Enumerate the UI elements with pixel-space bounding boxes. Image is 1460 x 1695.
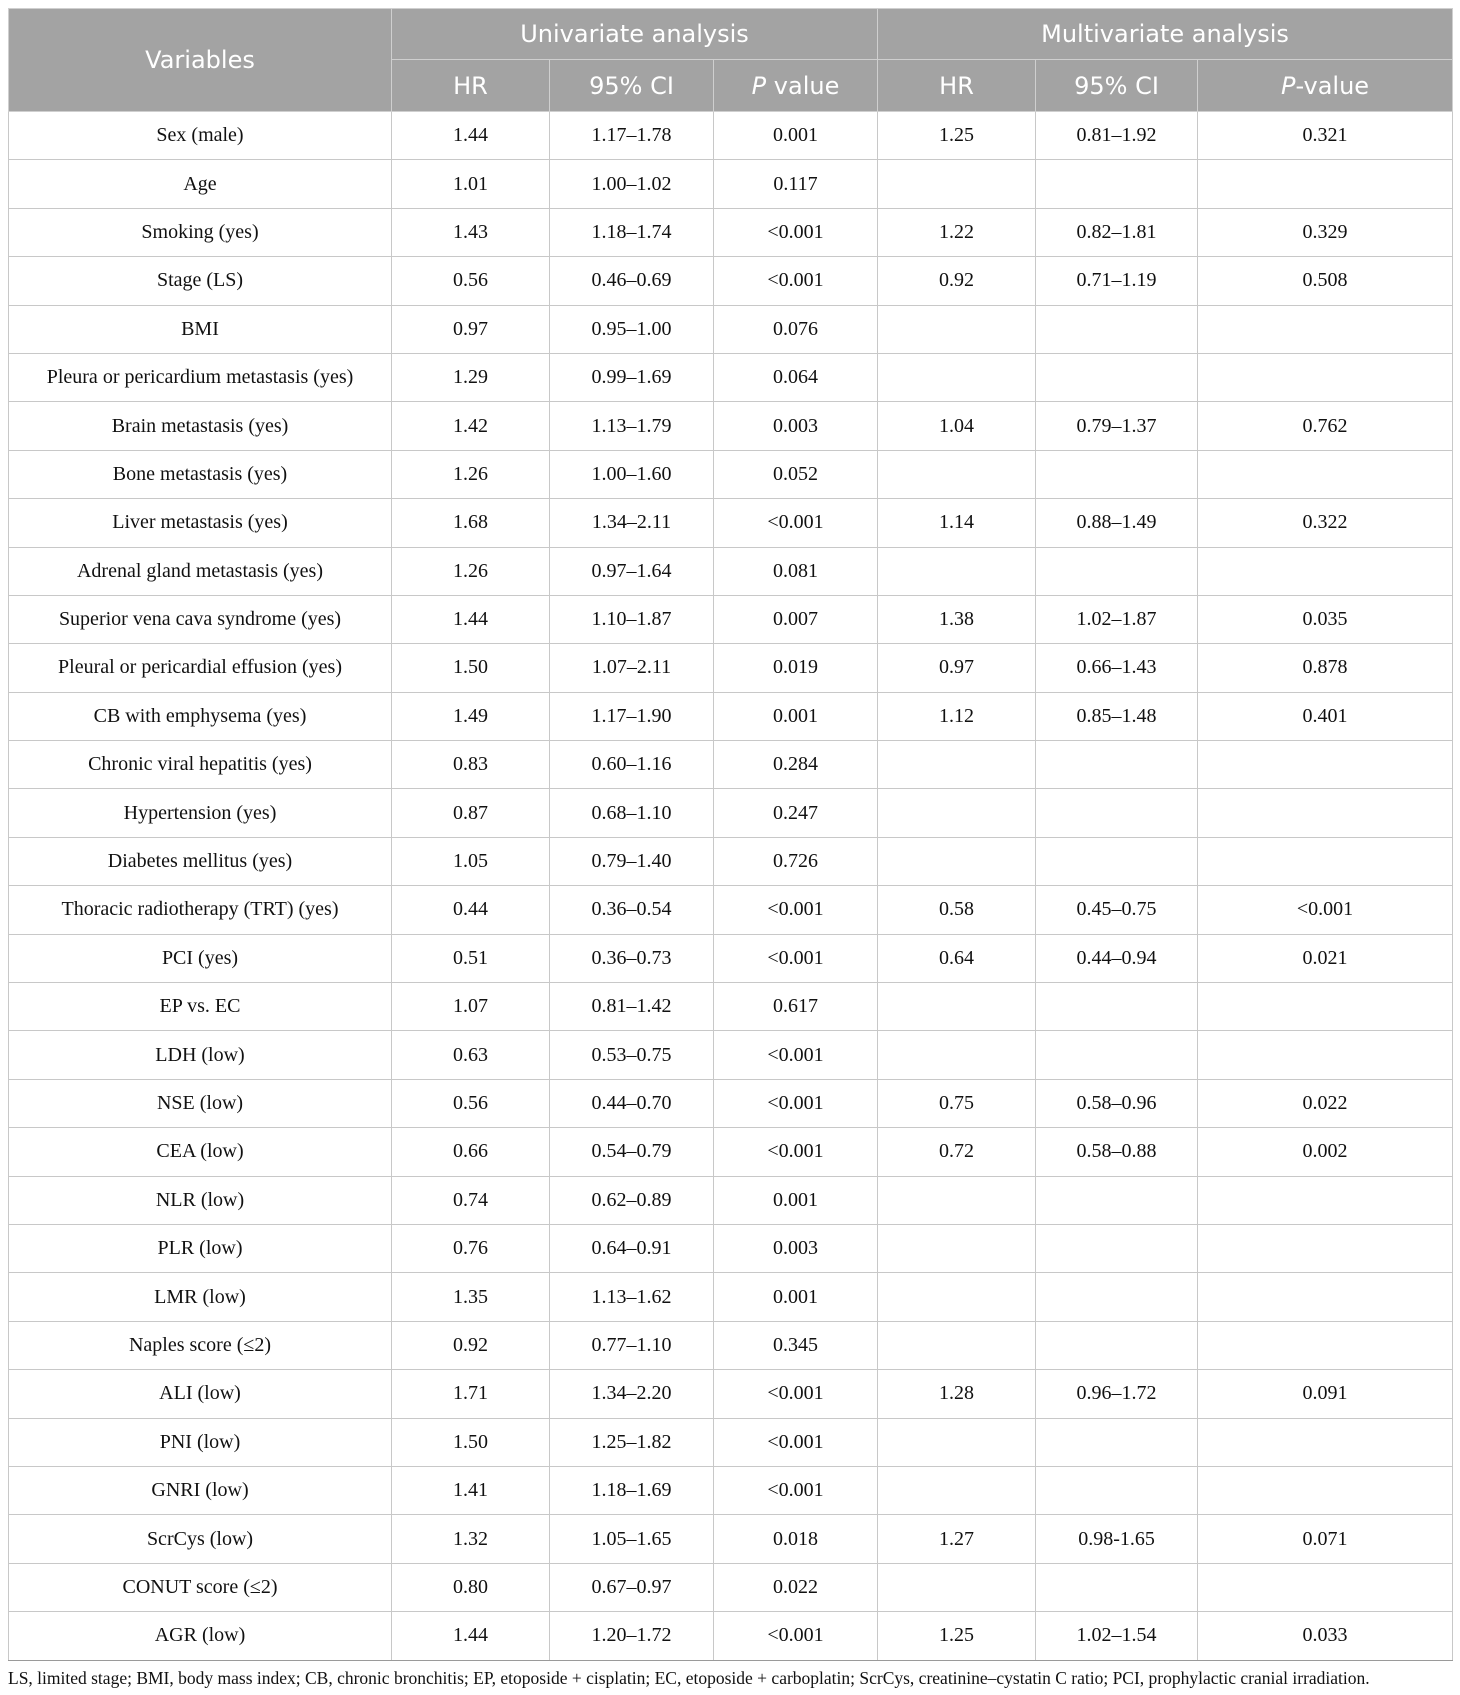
cell-multivariate-hr: [878, 547, 1036, 595]
cell-multivariate-p-value: 0.762: [1198, 402, 1453, 450]
cell-variable: ScrCys (low): [9, 1515, 392, 1563]
cell-multivariate-p-value: [1198, 1418, 1453, 1466]
cell-univariate-p-value: 0.003: [714, 402, 878, 450]
cell-univariate-ci: 1.13–1.62: [550, 1273, 714, 1321]
cell-univariate-hr: 1.32: [392, 1515, 550, 1563]
cell-univariate-p-value: <0.001: [714, 886, 878, 934]
cell-variable: CEA (low): [9, 1128, 392, 1176]
cell-univariate-hr: 0.87: [392, 789, 550, 837]
table-row: [9, 1515, 1453, 1563]
cell-univariate-ci: 0.46–0.69: [550, 257, 714, 305]
header-multivariate-hr: HR: [878, 60, 1036, 112]
cell-univariate-ci: 0.53–0.75: [550, 1031, 714, 1079]
cell-multivariate-ci: 0.58–0.88: [1036, 1128, 1198, 1176]
cell-variable: EP vs. EC: [9, 983, 392, 1031]
header-multivariate-p-letter: P: [1281, 71, 1296, 100]
cell-multivariate-ci: [1036, 353, 1198, 401]
cell-variable: Age: [9, 160, 392, 208]
cell-multivariate-ci: [1036, 160, 1198, 208]
cell-univariate-p-value: 0.117: [714, 160, 878, 208]
cell-univariate-hr: 1.49: [392, 692, 550, 740]
cell-multivariate-hr: 1.25: [878, 112, 1036, 160]
cell-multivariate-ci: [1036, 1321, 1198, 1369]
cell-multivariate-ci: 0.71–1.19: [1036, 257, 1198, 305]
cell-univariate-ci: 1.25–1.82: [550, 1418, 714, 1466]
cell-univariate-ci: 0.68–1.10: [550, 789, 714, 837]
cell-variable: ALI (low): [9, 1370, 392, 1418]
regression-table-container: [8, 8, 1452, 1661]
cell-multivariate-p-value: [1198, 547, 1453, 595]
table-row: [9, 1370, 1453, 1418]
cell-variable: LMR (low): [9, 1273, 392, 1321]
cell-multivariate-ci: [1036, 305, 1198, 353]
cell-univariate-ci: 1.34–2.11: [550, 499, 714, 547]
cell-variable: Pleural or pericardial effusion (yes): [9, 644, 392, 692]
table-row: [9, 789, 1453, 837]
cell-univariate-ci: 1.18–1.74: [550, 208, 714, 256]
cell-variable: Liver metastasis (yes): [9, 499, 392, 547]
cell-multivariate-hr: 1.27: [878, 1515, 1036, 1563]
cell-univariate-p-value: <0.001: [714, 1031, 878, 1079]
cell-multivariate-p-value: 0.022: [1198, 1079, 1453, 1127]
cell-univariate-ci: 1.05–1.65: [550, 1515, 714, 1563]
cell-multivariate-ci: [1036, 741, 1198, 789]
cell-multivariate-p-value: [1198, 837, 1453, 885]
table-row: [9, 112, 1453, 160]
cell-variable: NLR (low): [9, 1176, 392, 1224]
cell-univariate-p-value: 0.726: [714, 837, 878, 885]
table-row: [9, 160, 1453, 208]
cell-multivariate-ci: [1036, 1466, 1198, 1514]
cell-univariate-ci: 1.34–2.20: [550, 1370, 714, 1418]
cell-univariate-hr: 0.76: [392, 1224, 550, 1272]
table-row: [9, 1612, 1453, 1660]
cell-univariate-p-value: <0.001: [714, 499, 878, 547]
cell-multivariate-ci: [1036, 1273, 1198, 1321]
cell-variable: Bone metastasis (yes): [9, 450, 392, 498]
cell-multivariate-p-value: 0.091: [1198, 1370, 1453, 1418]
cell-univariate-p-value: 0.001: [714, 692, 878, 740]
cell-variable: Adrenal gland metastasis (yes): [9, 547, 392, 595]
cell-univariate-p-value: <0.001: [714, 1079, 878, 1127]
cell-multivariate-p-value: 0.401: [1198, 692, 1453, 740]
cell-univariate-hr: 1.26: [392, 547, 550, 595]
cell-variable: Chronic viral hepatitis (yes): [9, 741, 392, 789]
header-multivariate-p-suffix: -value: [1295, 71, 1370, 100]
cell-univariate-hr: 0.80: [392, 1563, 550, 1611]
cell-multivariate-ci: 0.58–0.96: [1036, 1079, 1198, 1127]
cell-multivariate-p-value: 0.071: [1198, 1515, 1453, 1563]
cell-univariate-p-value: 0.001: [714, 112, 878, 160]
cell-variable: Thoracic radiotherapy (TRT) (yes): [9, 886, 392, 934]
cell-multivariate-ci: [1036, 547, 1198, 595]
cell-multivariate-ci: [1036, 1031, 1198, 1079]
cell-univariate-hr: 1.44: [392, 595, 550, 643]
header-multivariate-ci: 95% CI: [1036, 60, 1198, 112]
cell-multivariate-p-value: 0.322: [1198, 499, 1453, 547]
cell-univariate-ci: 0.36–0.54: [550, 886, 714, 934]
cell-univariate-p-value: 0.345: [714, 1321, 878, 1369]
cell-variable: PLR (low): [9, 1224, 392, 1272]
cell-multivariate-p-value: 0.321: [1198, 112, 1453, 160]
cell-univariate-p-value: 0.064: [714, 353, 878, 401]
table-row: [9, 983, 1453, 1031]
header-univariate-p-value: [714, 60, 878, 112]
cell-multivariate-p-value: 0.508: [1198, 257, 1453, 305]
table-row: [9, 886, 1453, 934]
cell-variable: Diabetes mellitus (yes): [9, 837, 392, 885]
cell-multivariate-ci: 1.02–1.87: [1036, 595, 1198, 643]
cell-univariate-ci: 1.07–2.11: [550, 644, 714, 692]
cell-multivariate-hr: [878, 160, 1036, 208]
header-multivariate-analysis: Multivariate analysis: [878, 9, 1453, 60]
cell-univariate-hr: 0.63: [392, 1031, 550, 1079]
header-univariate-analysis: Univariate analysis: [392, 9, 878, 60]
cell-univariate-p-value: 0.001: [714, 1176, 878, 1224]
cell-multivariate-ci: 0.98-1.65: [1036, 1515, 1198, 1563]
cell-univariate-p-value: <0.001: [714, 208, 878, 256]
cell-univariate-p-value: 0.247: [714, 789, 878, 837]
cell-univariate-hr: 0.51: [392, 934, 550, 982]
cell-univariate-p-value: 0.076: [714, 305, 878, 353]
cell-univariate-ci: 1.10–1.87: [550, 595, 714, 643]
cell-multivariate-hr: [878, 1176, 1036, 1224]
table-row: [9, 499, 1453, 547]
cell-variable: AGR (low): [9, 1612, 392, 1660]
cell-multivariate-p-value: [1198, 353, 1453, 401]
table-row: [9, 257, 1453, 305]
table-row: [9, 1128, 1453, 1176]
cell-multivariate-p-value: [1198, 1031, 1453, 1079]
cell-univariate-hr: 1.44: [392, 112, 550, 160]
cell-multivariate-p-value: [1198, 1273, 1453, 1321]
cell-univariate-p-value: 0.019: [714, 644, 878, 692]
cell-univariate-p-value: <0.001: [714, 1370, 878, 1418]
cell-univariate-ci: 1.17–1.78: [550, 112, 714, 160]
cell-multivariate-p-value: 0.002: [1198, 1128, 1453, 1176]
cell-multivariate-hr: [878, 1321, 1036, 1369]
cell-multivariate-ci: 1.02–1.54: [1036, 1612, 1198, 1660]
cell-multivariate-p-value: [1198, 305, 1453, 353]
header-univariate-hr: HR: [392, 60, 550, 112]
cell-multivariate-ci: 0.79–1.37: [1036, 402, 1198, 450]
cell-univariate-ci: 1.20–1.72: [550, 1612, 714, 1660]
cell-multivariate-hr: [878, 1418, 1036, 1466]
cell-variable: LDH (low): [9, 1031, 392, 1079]
cell-multivariate-p-value: [1198, 789, 1453, 837]
cell-univariate-ci: 1.17–1.90: [550, 692, 714, 740]
cell-univariate-p-value: <0.001: [714, 934, 878, 982]
cell-univariate-hr: 1.68: [392, 499, 550, 547]
table-row: [9, 644, 1453, 692]
cell-multivariate-hr: 0.72: [878, 1128, 1036, 1176]
cell-univariate-p-value: 0.052: [714, 450, 878, 498]
table-row: [9, 1224, 1453, 1272]
cell-multivariate-p-value: 0.878: [1198, 644, 1453, 692]
cell-multivariate-hr: [878, 1466, 1036, 1514]
cell-univariate-hr: 1.50: [392, 1418, 550, 1466]
cell-multivariate-ci: 0.44–0.94: [1036, 934, 1198, 982]
table-row: [9, 741, 1453, 789]
cell-variable: Naples score (≤2): [9, 1321, 392, 1369]
cell-univariate-hr: 0.66: [392, 1128, 550, 1176]
cell-multivariate-hr: [878, 305, 1036, 353]
table-row: [9, 1079, 1453, 1127]
cell-univariate-ci: 1.00–1.02: [550, 160, 714, 208]
cell-multivariate-hr: 1.28: [878, 1370, 1036, 1418]
cell-multivariate-ci: [1036, 983, 1198, 1031]
cell-univariate-p-value: 0.022: [714, 1563, 878, 1611]
cell-multivariate-ci: 0.96–1.72: [1036, 1370, 1198, 1418]
cell-variable: Superior vena cava syndrome (yes): [9, 595, 392, 643]
cell-univariate-ci: 0.97–1.64: [550, 547, 714, 595]
cell-multivariate-hr: [878, 353, 1036, 401]
cell-univariate-hr: 0.44: [392, 886, 550, 934]
cell-univariate-hr: 0.56: [392, 257, 550, 305]
cell-univariate-p-value: 0.617: [714, 983, 878, 1031]
cell-multivariate-p-value: [1198, 1224, 1453, 1272]
header-univariate-p-letter: P: [751, 71, 767, 100]
cell-variable: BMI: [9, 305, 392, 353]
cell-univariate-hr: 1.07: [392, 983, 550, 1031]
header-multivariate-p-value: [1198, 60, 1453, 112]
cell-multivariate-p-value: <0.001: [1198, 886, 1453, 934]
cell-multivariate-ci: 0.82–1.81: [1036, 208, 1198, 256]
cell-variable: CONUT score (≤2): [9, 1563, 392, 1611]
cell-univariate-ci: 0.77–1.10: [550, 1321, 714, 1369]
cell-univariate-hr: 1.26: [392, 450, 550, 498]
cell-multivariate-hr: 0.64: [878, 934, 1036, 982]
regression-table: [8, 8, 1453, 1661]
cell-multivariate-hr: 0.92: [878, 257, 1036, 305]
cell-variable: Smoking (yes): [9, 208, 392, 256]
cell-multivariate-ci: 0.85–1.48: [1036, 692, 1198, 740]
table-row: [9, 1563, 1453, 1611]
cell-univariate-ci: 1.18–1.69: [550, 1466, 714, 1514]
table-row: [9, 595, 1453, 643]
cell-multivariate-p-value: 0.035: [1198, 595, 1453, 643]
cell-variable: NSE (low): [9, 1079, 392, 1127]
cell-univariate-p-value: <0.001: [714, 1418, 878, 1466]
cell-variable: Sex (male): [9, 112, 392, 160]
table-row: [9, 402, 1453, 450]
cell-multivariate-hr: [878, 837, 1036, 885]
cell-multivariate-ci: 0.66–1.43: [1036, 644, 1198, 692]
cell-variable: CB with emphysema (yes): [9, 692, 392, 740]
table-body: [9, 112, 1453, 1661]
cell-univariate-ci: 0.62–0.89: [550, 1176, 714, 1224]
cell-multivariate-hr: 1.12: [878, 692, 1036, 740]
cell-multivariate-hr: 1.38: [878, 595, 1036, 643]
cell-variable: Hypertension (yes): [9, 789, 392, 837]
table-row: [9, 208, 1453, 256]
cell-multivariate-p-value: [1198, 450, 1453, 498]
table-row: [9, 934, 1453, 982]
header-univariate-p-suffix: value: [766, 71, 840, 100]
table-header: [9, 9, 1453, 112]
cell-multivariate-hr: [878, 1031, 1036, 1079]
cell-multivariate-hr: 1.22: [878, 208, 1036, 256]
cell-variable: Brain metastasis (yes): [9, 402, 392, 450]
cell-variable: Stage (LS): [9, 257, 392, 305]
cell-univariate-p-value: <0.001: [714, 1612, 878, 1660]
cell-multivariate-ci: [1036, 450, 1198, 498]
cell-univariate-hr: 1.44: [392, 1612, 550, 1660]
cell-univariate-p-value: <0.001: [714, 257, 878, 305]
cell-multivariate-hr: 0.58: [878, 886, 1036, 934]
cell-univariate-ci: 0.54–0.79: [550, 1128, 714, 1176]
cell-univariate-hr: 1.43: [392, 208, 550, 256]
cell-univariate-ci: 0.60–1.16: [550, 741, 714, 789]
cell-univariate-ci: 0.79–1.40: [550, 837, 714, 885]
cell-multivariate-ci: [1036, 1176, 1198, 1224]
table-row: [9, 1466, 1453, 1514]
header-univariate-ci: 95% CI: [550, 60, 714, 112]
cell-univariate-hr: 0.56: [392, 1079, 550, 1127]
cell-univariate-p-value: 0.001: [714, 1273, 878, 1321]
table-footnote: LS, limited stage; BMI, body mass index; CB, chronic bronchitis; EP, etoposide + cisplatin; EC, etoposide + carboplatin; ScrCys, creatinine–cystatin C ratio; PCI, prophylactic cranial irradiation.: [8, 1668, 1370, 1688]
table-row: [9, 1176, 1453, 1224]
cell-univariate-ci: 0.95–1.00: [550, 305, 714, 353]
cell-univariate-ci: 0.44–0.70: [550, 1079, 714, 1127]
header-variables: Variables: [9, 9, 392, 112]
cell-multivariate-p-value: 0.033: [1198, 1612, 1453, 1660]
cell-multivariate-hr: [878, 741, 1036, 789]
cell-multivariate-hr: [878, 1273, 1036, 1321]
cell-univariate-hr: 1.41: [392, 1466, 550, 1514]
cell-multivariate-p-value: 0.021: [1198, 934, 1453, 982]
cell-multivariate-p-value: [1198, 741, 1453, 789]
cell-multivariate-p-value: 0.329: [1198, 208, 1453, 256]
cell-univariate-hr: 1.05: [392, 837, 550, 885]
cell-multivariate-p-value: [1198, 1563, 1453, 1611]
cell-univariate-p-value: 0.284: [714, 741, 878, 789]
cell-univariate-p-value: <0.001: [714, 1128, 878, 1176]
cell-univariate-hr: 1.29: [392, 353, 550, 401]
table-row: [9, 450, 1453, 498]
cell-multivariate-ci: [1036, 1563, 1198, 1611]
cell-multivariate-hr: 1.14: [878, 499, 1036, 547]
cell-univariate-hr: 0.97: [392, 305, 550, 353]
cell-univariate-hr: 1.35: [392, 1273, 550, 1321]
cell-univariate-p-value: 0.003: [714, 1224, 878, 1272]
cell-univariate-hr: 1.71: [392, 1370, 550, 1418]
cell-univariate-p-value: <0.001: [714, 1466, 878, 1514]
cell-multivariate-hr: [878, 450, 1036, 498]
table-row: [9, 1321, 1453, 1369]
cell-multivariate-ci: [1036, 837, 1198, 885]
table-row: [9, 1031, 1453, 1079]
table-row: [9, 837, 1453, 885]
cell-variable: GNRI (low): [9, 1466, 392, 1514]
cell-multivariate-p-value: [1198, 1466, 1453, 1514]
cell-multivariate-hr: 1.25: [878, 1612, 1036, 1660]
cell-variable: Pleura or pericardium metastasis (yes): [9, 353, 392, 401]
cell-multivariate-ci: 0.45–0.75: [1036, 886, 1198, 934]
cell-multivariate-hr: 1.04: [878, 402, 1036, 450]
table-row: [9, 692, 1453, 740]
cell-univariate-ci: 0.67–0.97: [550, 1563, 714, 1611]
cell-univariate-p-value: 0.007: [714, 595, 878, 643]
cell-variable: PNI (low): [9, 1418, 392, 1466]
table-row: [9, 1273, 1453, 1321]
cell-multivariate-ci: [1036, 1224, 1198, 1272]
cell-univariate-hr: 0.74: [392, 1176, 550, 1224]
cell-univariate-ci: 1.00–1.60: [550, 450, 714, 498]
cell-variable: PCI (yes): [9, 934, 392, 982]
table-row: [9, 547, 1453, 595]
cell-univariate-hr: 1.01: [392, 160, 550, 208]
cell-multivariate-hr: 0.97: [878, 644, 1036, 692]
cell-univariate-ci: 0.81–1.42: [550, 983, 714, 1031]
cell-multivariate-hr: [878, 789, 1036, 837]
cell-univariate-ci: 1.13–1.79: [550, 402, 714, 450]
cell-multivariate-ci: [1036, 1418, 1198, 1466]
cell-multivariate-ci: [1036, 789, 1198, 837]
cell-multivariate-hr: 0.75: [878, 1079, 1036, 1127]
cell-univariate-hr: 0.92: [392, 1321, 550, 1369]
cell-univariate-ci: 0.36–0.73: [550, 934, 714, 982]
cell-univariate-hr: 1.42: [392, 402, 550, 450]
cell-multivariate-hr: [878, 983, 1036, 1031]
cell-univariate-p-value: 0.018: [714, 1515, 878, 1563]
cell-univariate-ci: 0.99–1.69: [550, 353, 714, 401]
cell-univariate-p-value: 0.081: [714, 547, 878, 595]
cell-multivariate-ci: 0.88–1.49: [1036, 499, 1198, 547]
table-row: [9, 353, 1453, 401]
cell-multivariate-p-value: [1198, 983, 1453, 1031]
cell-univariate-hr: 1.50: [392, 644, 550, 692]
cell-multivariate-ci: 0.81–1.92: [1036, 112, 1198, 160]
table-row: [9, 1418, 1453, 1466]
cell-multivariate-hr: [878, 1563, 1036, 1611]
table-row: [9, 305, 1453, 353]
cell-multivariate-p-value: [1198, 1176, 1453, 1224]
cell-multivariate-hr: [878, 1224, 1036, 1272]
cell-univariate-ci: 0.64–0.91: [550, 1224, 714, 1272]
cell-multivariate-p-value: [1198, 160, 1453, 208]
cell-multivariate-p-value: [1198, 1321, 1453, 1369]
cell-univariate-hr: 0.83: [392, 741, 550, 789]
